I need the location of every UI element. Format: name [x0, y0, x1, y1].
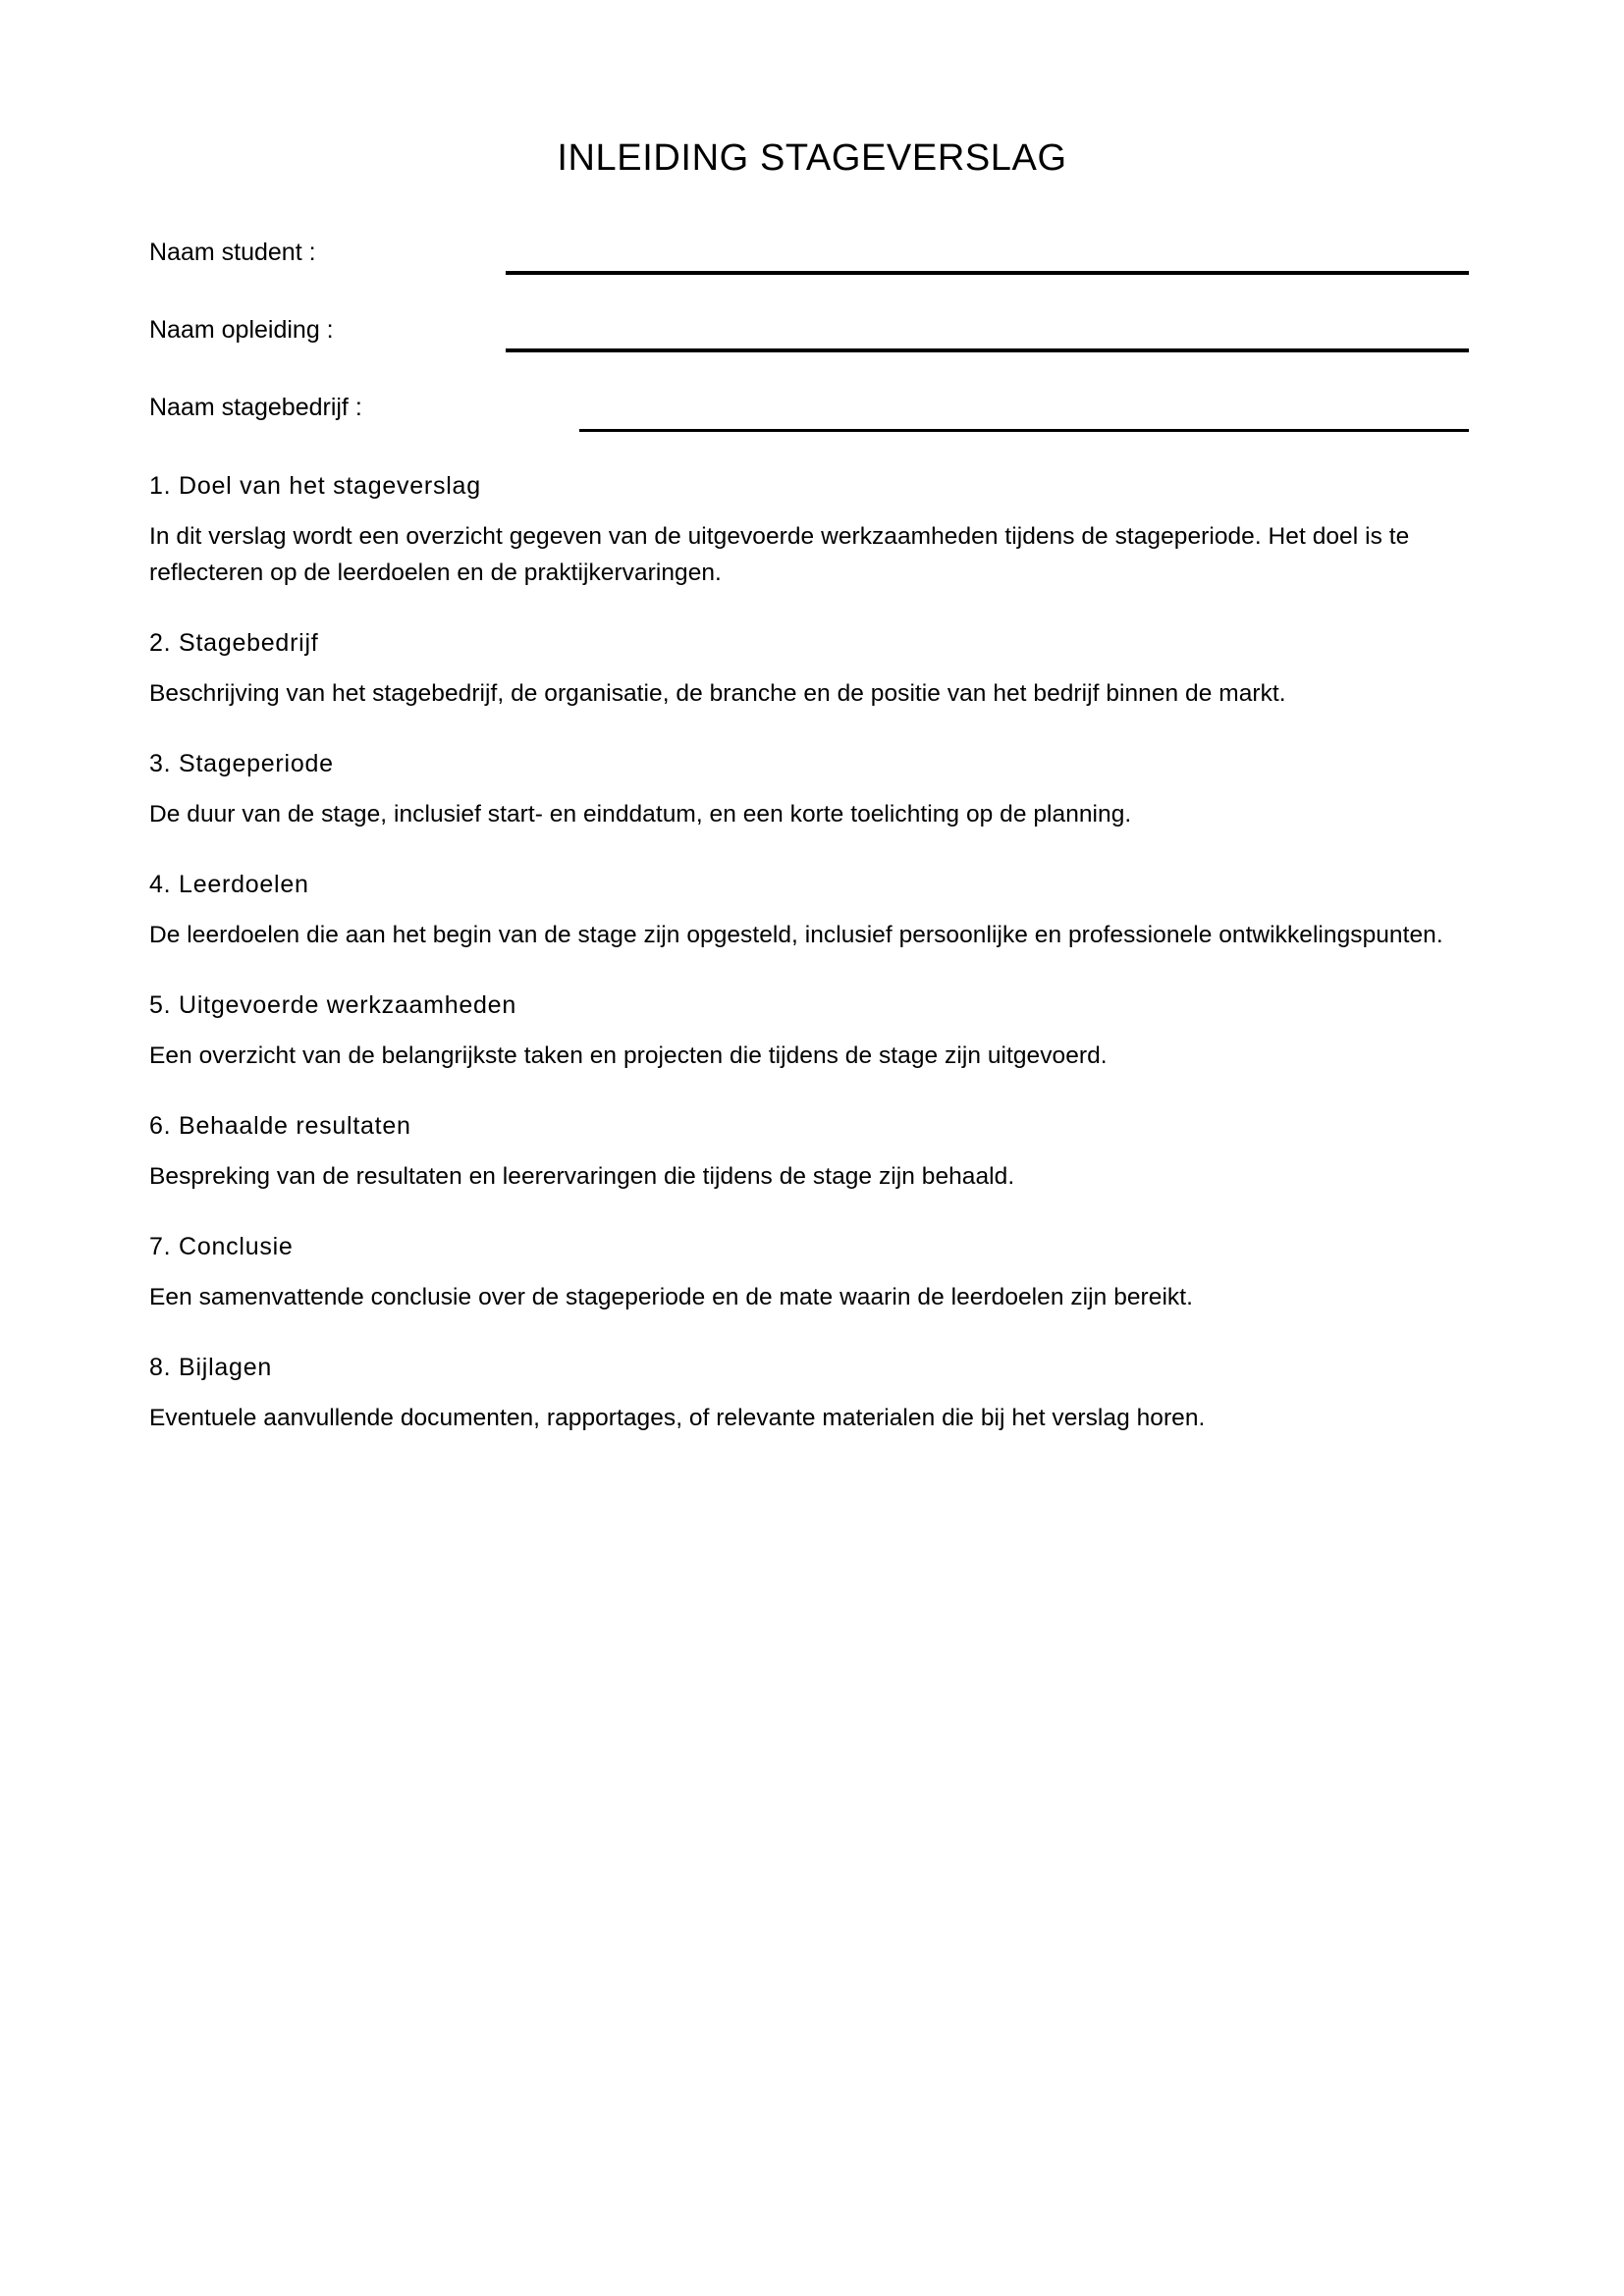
section-heading: 6. Behaalde resultaten	[149, 1112, 411, 1140]
section-body: Bespreking van de resultaten en leerervaringen die tijdens de stage zijn behaald.	[149, 1163, 1015, 1190]
section-2	[149, 626, 1469, 712]
section-heading: 7. Conclusie	[149, 1233, 294, 1260]
fill-in-line-naam-stagebedrijf[interactable]	[579, 429, 1469, 432]
section-heading: 8. Bijlagen	[149, 1354, 272, 1381]
form-row-naam-student	[149, 236, 1469, 313]
form-row-naam-opleiding	[149, 313, 1469, 391]
form-row-naam-stagebedrijf	[149, 391, 1469, 468]
section-body: De duur van de stage, inclusief start- en einddatum, en een korte toelichting op de planning.	[149, 801, 1132, 828]
section-3	[149, 747, 1469, 832]
section-heading: 3. Stageperiode	[149, 750, 334, 777]
section-list	[149, 469, 1469, 1471]
fill-in-line-naam-opleiding[interactable]	[506, 348, 1469, 352]
section-heading: 1. Doel van het stageverslag	[149, 472, 481, 500]
student-info-form	[149, 236, 1469, 468]
label-naam-opleiding: Naam opleiding :	[149, 316, 334, 344]
section-body: Beschrijving van het stagebedrijf, de organisatie, de branche en de positie van het bedrijf binnen de markt.	[149, 680, 1286, 707]
label-naam-student: Naam student :	[149, 239, 316, 266]
page-title: INLEIDING STAGEVERSLAG	[557, 137, 1067, 180]
label-naam-stagebedrijf: Naam stagebedrijf :	[149, 394, 362, 421]
section-body: In dit verslag wordt een overzicht gegeven van de uitgevoerde werkzaamheden tijdens de stageperiode. Het doel is te reflecteren op de leerdoelen en de praktijkervaringen.	[149, 523, 1410, 586]
section-heading: 5. Uitgevoerde werkzaamheden	[149, 991, 516, 1019]
fill-in-line-naam-student[interactable]	[506, 271, 1469, 275]
section-1	[149, 469, 1469, 591]
section-7	[149, 1230, 1469, 1315]
section-body: De leerdoelen die aan het begin van de stage zijn opgesteld, inclusief persoonlijke en professionele ontwikkelingspunten.	[149, 922, 1443, 948]
section-body: Een overzicht van de belangrijkste taken en projecten die tijdens de stage zijn uitgevoerd.	[149, 1042, 1108, 1069]
section-body: Eventuele aanvullende documenten, rapportages, of relevante materialen die bij het verslag horen.	[149, 1405, 1206, 1431]
section-6	[149, 1109, 1469, 1195]
section-8	[149, 1351, 1469, 1436]
section-heading: 4. Leerdoelen	[149, 871, 309, 898]
section-heading: 2. Stagebedrijf	[149, 629, 319, 657]
section-5	[149, 988, 1469, 1074]
section-body: Een samenvattende conclusie over de stageperiode en de mate waarin de leerdoelen zijn bereikt.	[149, 1284, 1193, 1310]
section-4	[149, 868, 1469, 953]
